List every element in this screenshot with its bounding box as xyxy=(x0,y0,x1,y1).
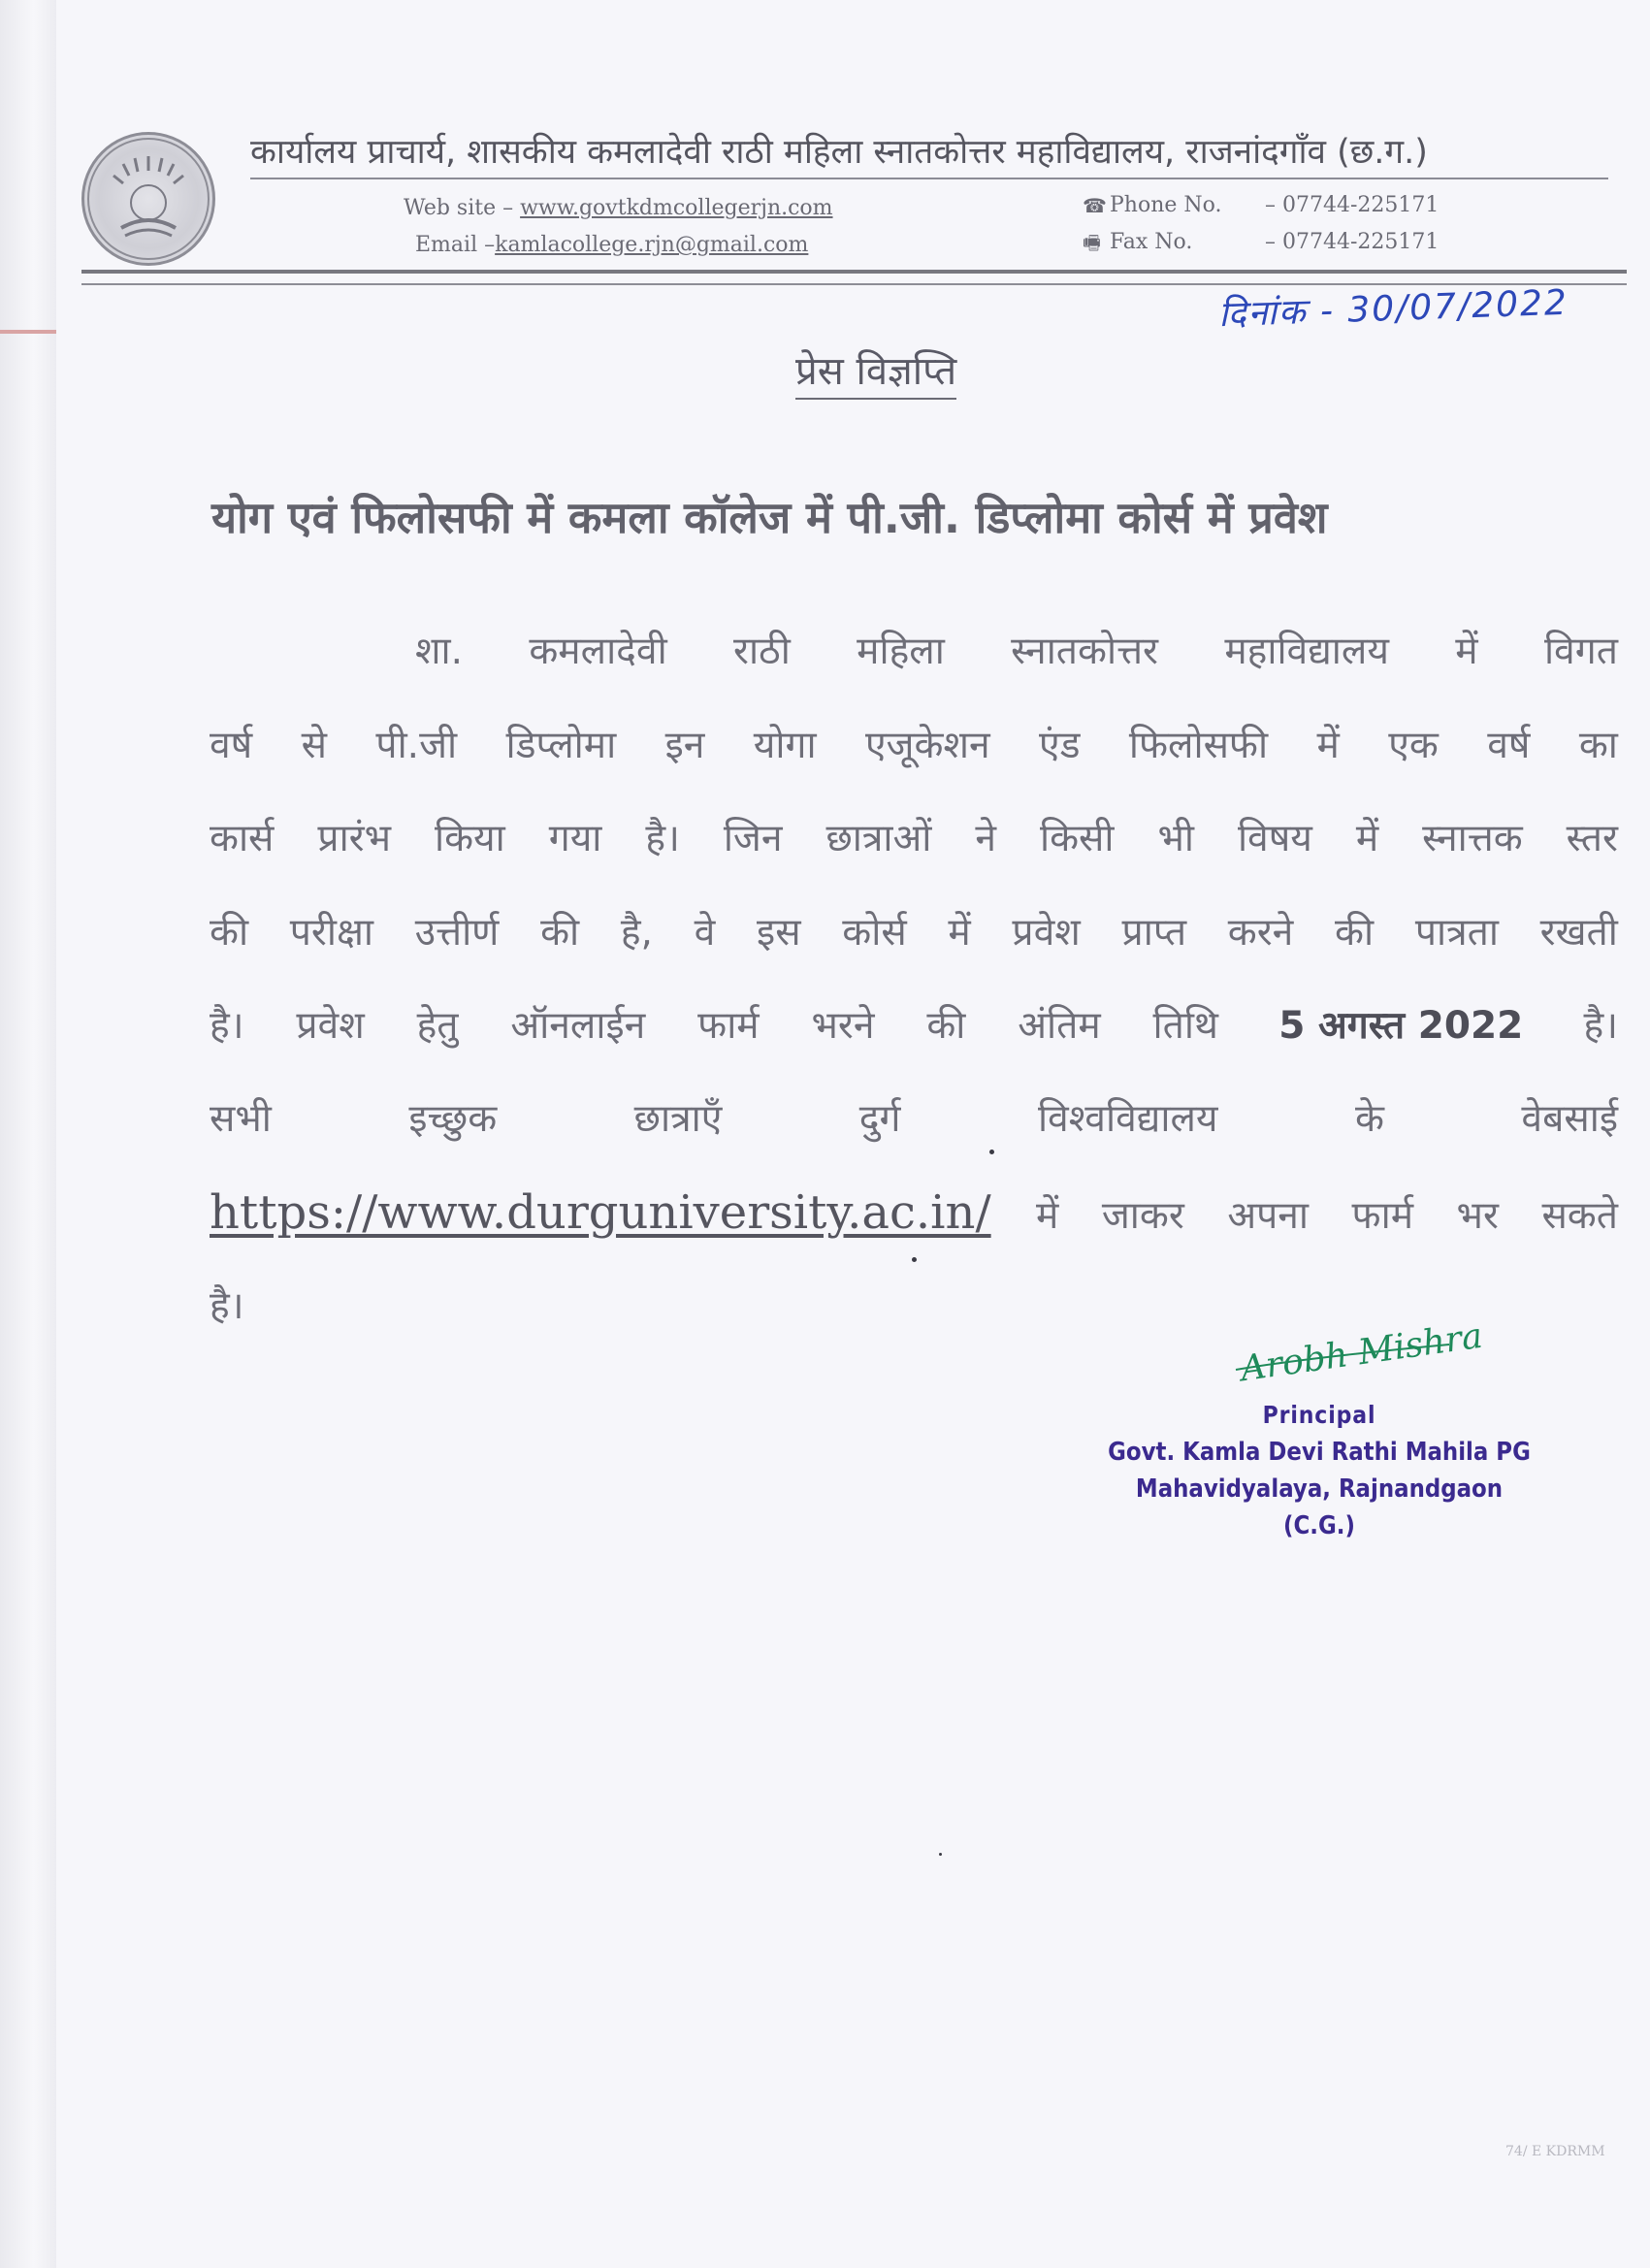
body-word: विगत xyxy=(1543,630,1618,673)
handwritten-date: दिनांक - 30/07/2022 xyxy=(1217,282,1569,336)
body-word: तिथि xyxy=(1152,1004,1218,1048)
body-word: भरने xyxy=(811,1004,875,1048)
body-word: विषय xyxy=(1237,817,1312,860)
body-word: इन xyxy=(664,724,705,767)
body-word: पात्रता xyxy=(1414,911,1499,955)
body-word: अपना xyxy=(1227,1194,1310,1238)
body-word: प्रवेश xyxy=(1012,911,1081,955)
body-word: जाकर xyxy=(1101,1194,1184,1238)
body-word: उत्तीर्ण xyxy=(414,911,500,955)
body-word: स्नात्तक xyxy=(1422,817,1523,860)
scan-speck xyxy=(939,1853,942,1856)
phone-icon: ☎ xyxy=(1083,194,1107,217)
body-word: कमलादेवी xyxy=(529,630,667,673)
body-word: में xyxy=(1455,630,1478,673)
principal-stamp xyxy=(1097,1397,1541,1544)
body-word: शा. xyxy=(415,630,464,673)
body-word: से xyxy=(301,724,328,767)
body-word: की xyxy=(210,911,249,955)
press-release-title: प्रेस विज्ञप्ति xyxy=(795,342,956,400)
stamp-org-line-2: Mahavidyalaya, Rajnandgaon (C.G.) xyxy=(1135,1474,1504,1540)
signature-underline-stroke xyxy=(1226,1337,1459,1376)
body-word: है। xyxy=(645,817,680,860)
phone-number: – 07744-225171 xyxy=(1265,193,1440,217)
body-word: छात्राओं xyxy=(825,817,932,860)
body-word: है। xyxy=(210,1004,244,1048)
body-word: भी xyxy=(1157,817,1194,860)
body-word: ऑनलाईन xyxy=(510,1004,646,1048)
body-line-6 xyxy=(210,1091,1618,1143)
body-line-4 xyxy=(210,905,1618,956)
body-word: का xyxy=(1578,724,1618,767)
body-word: स्नातकोत्तर xyxy=(1011,630,1158,673)
scan-speck xyxy=(912,1257,917,1262)
body-word: की xyxy=(540,911,580,955)
body-word: रखती xyxy=(1539,911,1618,955)
body-word: कार्स xyxy=(210,817,275,860)
binding-edge xyxy=(0,0,58,2268)
website-label: Web site – xyxy=(404,196,514,220)
body-word: वर्ष xyxy=(210,724,253,767)
body-word: एंड xyxy=(1039,724,1081,767)
body-line-2 xyxy=(210,718,1618,769)
body-line-5 xyxy=(210,998,1618,1050)
headline: योग एवं फिलोसफी में कमला कॉलेज में पी.जी. डिप्लोमा कोर्स में प्रवेश xyxy=(211,492,1328,543)
email-row xyxy=(404,227,833,264)
stamp-title: Principal xyxy=(1262,1401,1376,1429)
office-title: कार्यालय प्राचार्य, शासकीय कमलादेवी राठी महिला स्नातकोत्तर महाविद्यालय, राजनांदगाँव (छ.ग.) xyxy=(250,128,1608,179)
contact-web-email xyxy=(404,190,833,264)
body-word: वेबसाई xyxy=(1521,1097,1618,1141)
phone-label: Phone No. xyxy=(1110,193,1222,217)
contact-phone-fax xyxy=(1083,187,1439,261)
body-word: सभी xyxy=(210,1097,272,1141)
letterhead-divider-thick xyxy=(81,270,1627,274)
body-line-7 xyxy=(210,1185,1618,1240)
body-word: स्तर xyxy=(1566,817,1618,860)
body-word: कोर्स xyxy=(842,911,907,955)
body-word: इस xyxy=(757,911,801,955)
body-word: वर्ष xyxy=(1487,724,1531,767)
body-word: भर xyxy=(1456,1194,1499,1238)
body-line-7-words xyxy=(1036,1188,1618,1240)
body-word: की xyxy=(926,1004,966,1048)
footer-code: 74/ E KDRMM xyxy=(1505,2144,1605,2159)
website-row xyxy=(404,190,833,227)
body-word: गया xyxy=(548,817,602,860)
body-word: सकते xyxy=(1541,1194,1618,1238)
body-word: योगा xyxy=(753,724,817,767)
body-word: में xyxy=(1355,817,1379,860)
body-word: फार्म xyxy=(1351,1194,1414,1238)
principal-signature: Arobh Mishra xyxy=(1238,1315,1485,1390)
body-word: प्राप्त xyxy=(1121,911,1187,955)
body-word: फिलोसफी xyxy=(1128,724,1269,767)
body-word: विश्वविद्यालय xyxy=(1037,1097,1218,1141)
body-line-1 xyxy=(415,624,1618,675)
fax-icon: 🖷 xyxy=(1083,231,1101,254)
body-line-8 xyxy=(210,1279,1618,1330)
body-word: महाविद्यालय xyxy=(1224,630,1389,673)
body-word: में xyxy=(948,911,971,955)
stamp-org-line-1: Govt. Kamla Devi Rathi Mahila PG xyxy=(1108,1438,1531,1467)
deadline-date: 5 अगस्त 2022 xyxy=(1278,1004,1524,1048)
body-word: एजूकेशन xyxy=(864,724,990,767)
body-word: परीक्षा xyxy=(289,911,374,955)
body-word: राठी xyxy=(733,630,791,673)
body-word: ने xyxy=(975,817,997,860)
phone-row xyxy=(1083,187,1439,224)
body-line-5-words xyxy=(210,998,1218,1050)
college-seal-logo xyxy=(81,132,215,266)
seal-emblem-icon xyxy=(84,135,212,263)
body-word: प्रारंभ xyxy=(317,817,392,860)
body-line-3 xyxy=(210,811,1618,862)
website-link[interactable]: www.govtkdmcollegerjn.com xyxy=(520,196,833,220)
body-word: महिला xyxy=(857,630,945,673)
fax-number: – 07744-225171 xyxy=(1265,230,1440,254)
email-label: Email – xyxy=(415,233,496,257)
body-word: करने xyxy=(1227,911,1294,955)
body-line-8-text: है। xyxy=(210,1284,244,1328)
body-word: डिप्लोमा xyxy=(505,724,617,767)
body-word: किसी xyxy=(1039,817,1115,860)
body-word: वे xyxy=(694,911,716,955)
body-word: में xyxy=(1036,1194,1059,1238)
body-word: के xyxy=(1354,1097,1384,1141)
body-line-5-end: है। xyxy=(1583,1004,1618,1048)
fax-row xyxy=(1083,224,1439,261)
body-word: है, xyxy=(620,911,653,955)
body-word: छात्राएँ xyxy=(633,1097,723,1141)
body-word: की xyxy=(1335,911,1375,955)
durg-university-link[interactable]: https://www.durguniversity.ac.in/ xyxy=(210,1185,991,1240)
body-word: इच्छुक xyxy=(408,1097,498,1141)
body-word: किया xyxy=(435,817,505,860)
body-word: अंतिम xyxy=(1018,1004,1101,1048)
body-word: जिन xyxy=(723,817,783,860)
body-word: फार्म xyxy=(697,1004,760,1048)
body-word: हेतु xyxy=(416,1004,459,1048)
email-link[interactable]: kamlacollege.rjn@gmail.com xyxy=(495,233,809,257)
body-word: पी.जी xyxy=(375,724,458,767)
fax-label: Fax No. xyxy=(1110,230,1193,254)
body-word: प्रवेश xyxy=(296,1004,365,1048)
body-word: दुर्ग xyxy=(858,1097,901,1141)
binding-mark xyxy=(0,330,56,334)
body-word: में xyxy=(1316,724,1340,767)
scan-speck xyxy=(989,1150,994,1154)
body-word: एक xyxy=(1388,724,1439,767)
